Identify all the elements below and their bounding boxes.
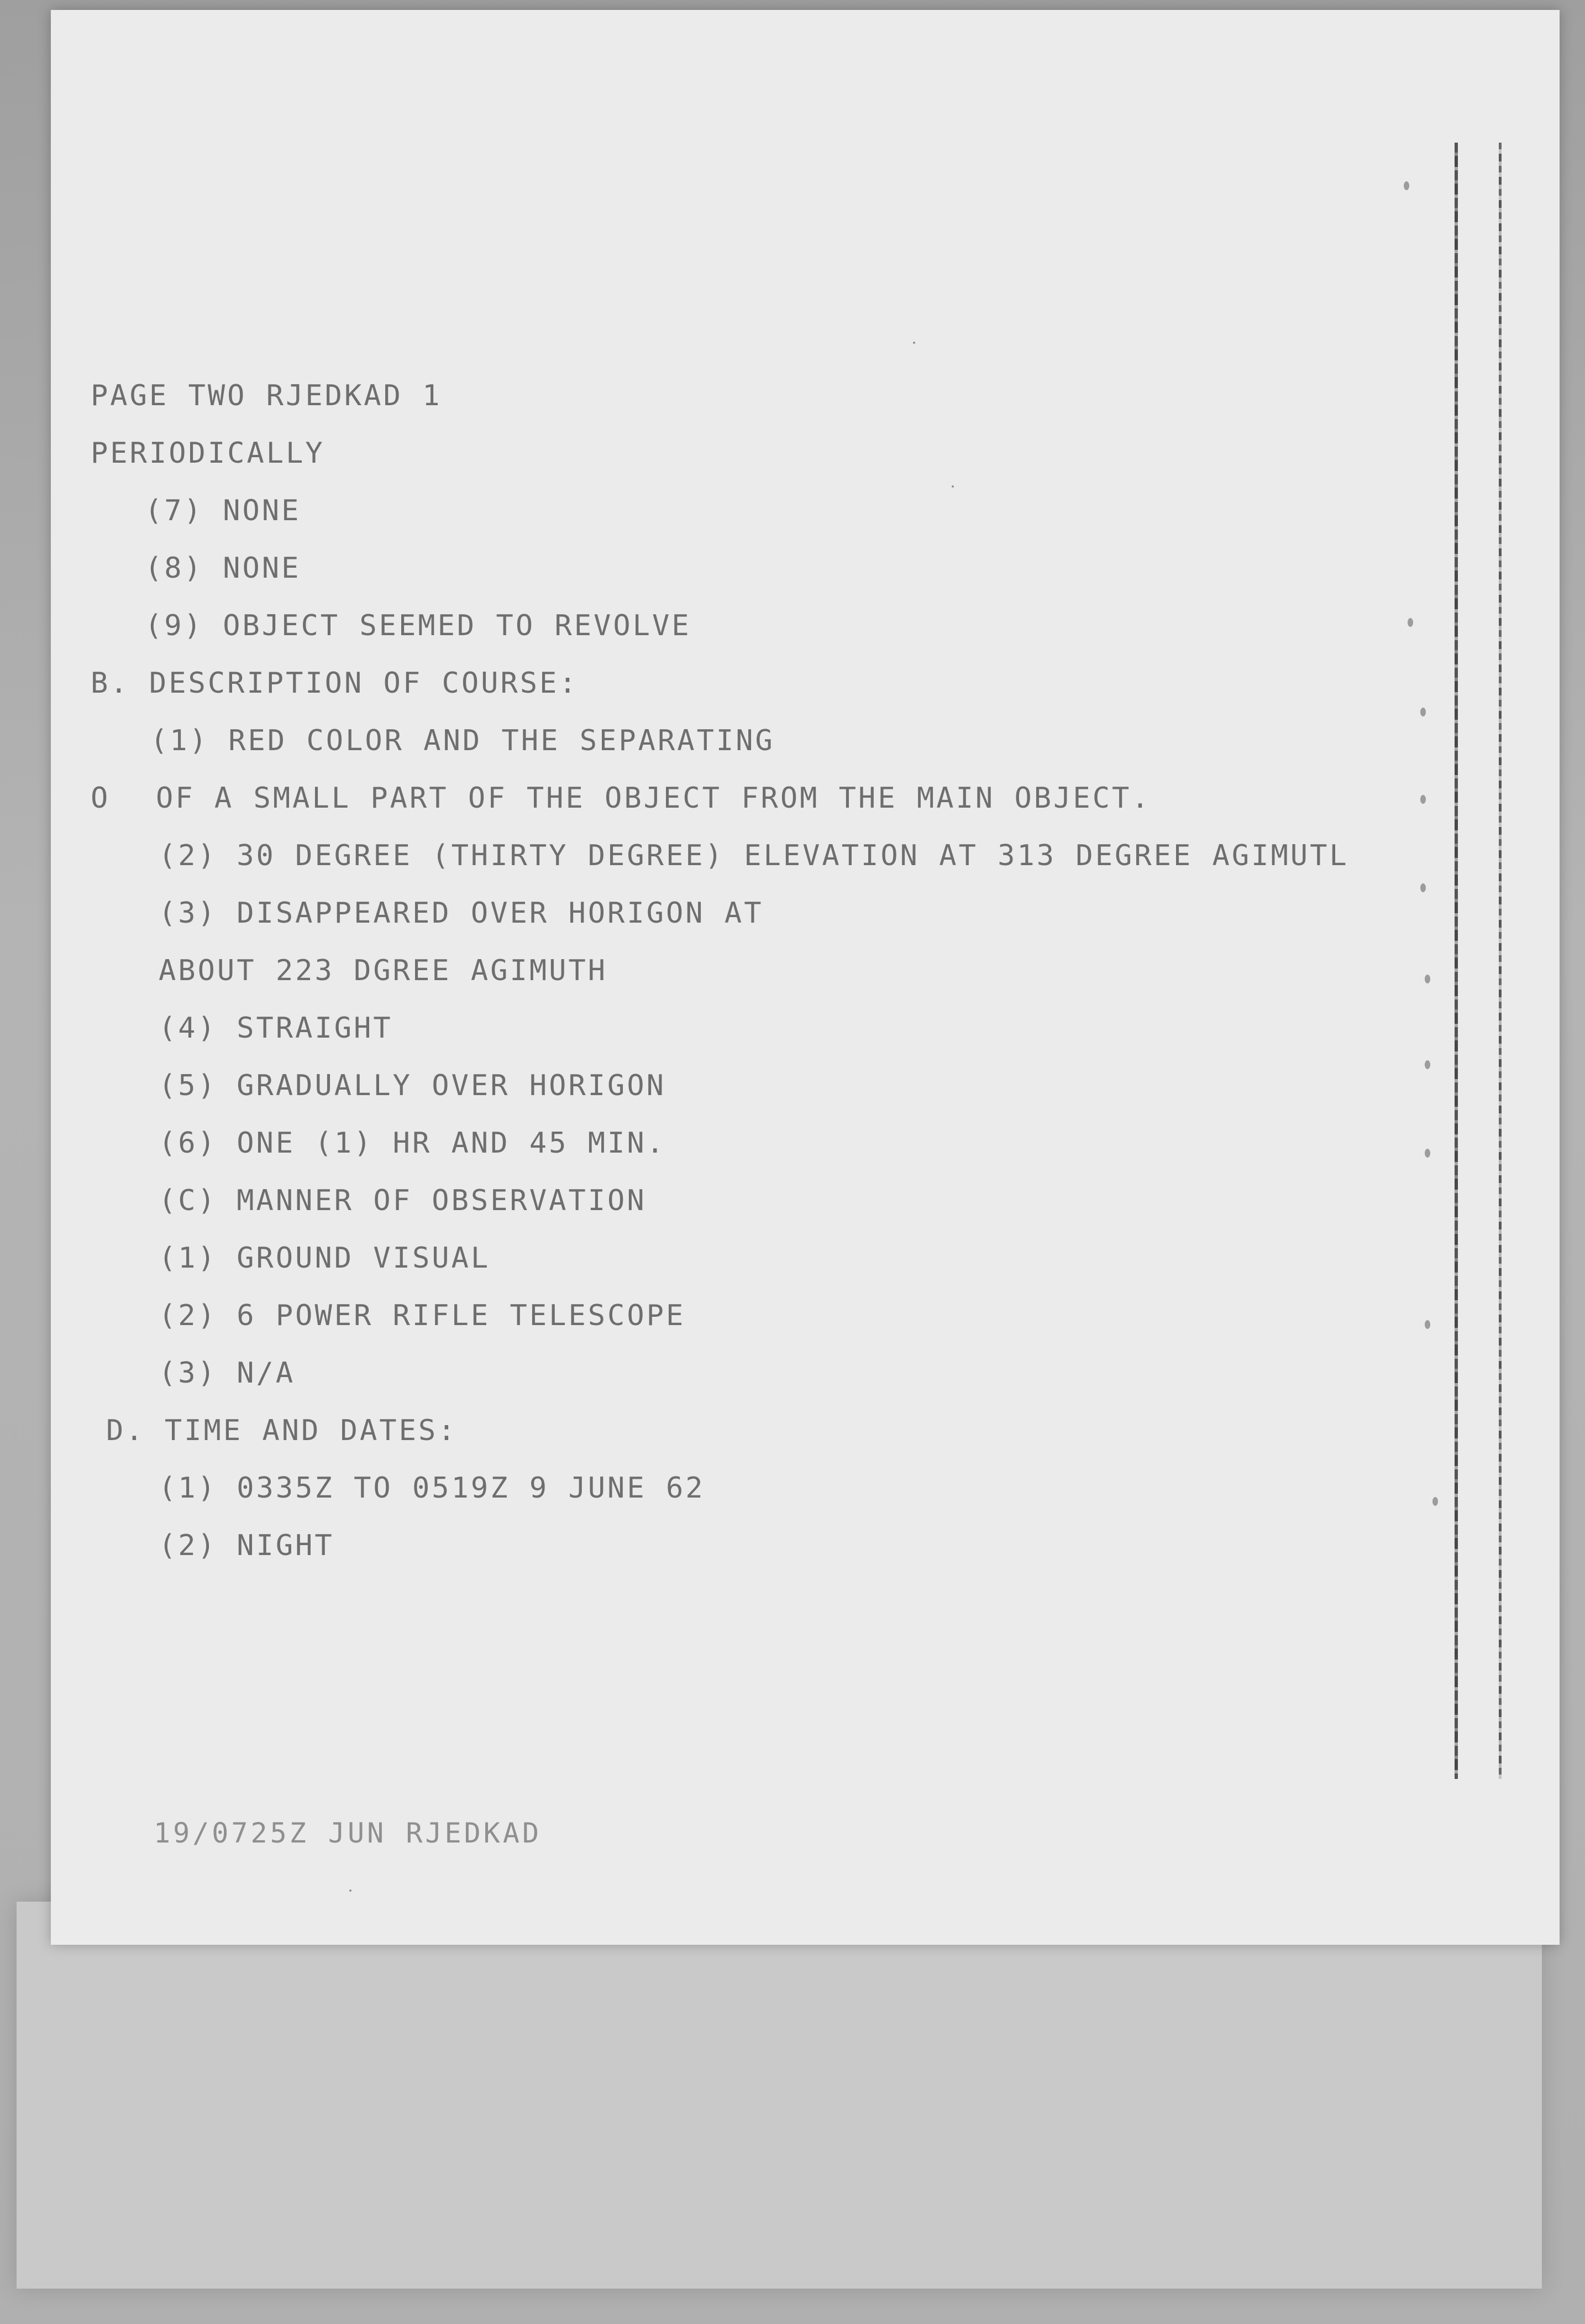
- margin-punch-mark: [1420, 883, 1426, 892]
- margin-punch-mark: [1425, 1149, 1430, 1158]
- document-page: [51, 10, 1560, 1945]
- footer-dtg: 19/0725Z JUN RJEDKAD: [154, 1817, 542, 1849]
- margin-letter: O: [91, 782, 111, 815]
- underlying-sheet: [17, 1902, 1542, 2289]
- dust-speck: [952, 485, 954, 488]
- doc-line: (3) N/A: [159, 1357, 296, 1390]
- margin-punch-mark: [1425, 1320, 1430, 1329]
- sprocket-edge-marks: [1455, 143, 1458, 1779]
- doc-line: (C) MANNER OF OBSERVATION: [159, 1184, 647, 1217]
- doc-line: (1) 0335Z TO 0519Z 9 JUNE 62: [159, 1472, 705, 1505]
- sprocket-edge-marks-secondary: [1499, 143, 1502, 1779]
- doc-line: (3) DISAPPEARED OVER HORIGON AT: [159, 897, 764, 930]
- doc-line: (2) NIGHT: [159, 1529, 334, 1562]
- dust-speck: [349, 1889, 351, 1892]
- dust-speck: [913, 342, 915, 344]
- doc-line: (6) ONE (1) HR AND 45 MIN.: [159, 1127, 666, 1160]
- doc-line: (2) 6 POWER RIFLE TELESCOPE: [159, 1299, 686, 1332]
- margin-punch-mark: [1432, 1497, 1438, 1506]
- section-heading: B. DESCRIPTION OF COURSE:: [91, 667, 579, 700]
- margin-punch-mark: [1425, 1060, 1430, 1069]
- page-header-line: PAGE TWO RJEDKAD 1: [91, 379, 442, 412]
- doc-line: (1) GROUND VISUAL: [159, 1242, 491, 1275]
- doc-line: (1) RED COLOR AND THE SEPARATING: [150, 724, 775, 757]
- doc-line: (4) STRAIGHT: [159, 1012, 393, 1045]
- doc-line: (8) NONE: [145, 552, 301, 585]
- margin-punch-mark: [1425, 975, 1430, 983]
- margin-punch-mark: [1420, 708, 1426, 716]
- doc-line: (5) GRADUALLY OVER HORIGON: [159, 1069, 666, 1102]
- margin-punch-mark: [1404, 181, 1409, 190]
- margin-punch-mark: [1408, 618, 1413, 627]
- doc-line: OF A SMALL PART OF THE OBJECT FROM THE MAIN OBJECT.: [156, 782, 1151, 815]
- doc-line: (7) NONE: [145, 494, 301, 527]
- margin-punch-mark: [1420, 795, 1426, 804]
- section-heading: D. TIME AND DATES:: [106, 1414, 458, 1447]
- doc-line: PERIODICALLY: [91, 437, 325, 470]
- doc-line: (2) 30 DEGREE (THIRTY DEGREE) ELEVATION AT 313 DEGREE AGIMUTL: [159, 839, 1349, 872]
- doc-line: (9) OBJECT SEEMED TO REVOLVE: [145, 609, 691, 642]
- doc-line: ABOUT 223 DGREE AGIMUTH: [159, 954, 608, 987]
